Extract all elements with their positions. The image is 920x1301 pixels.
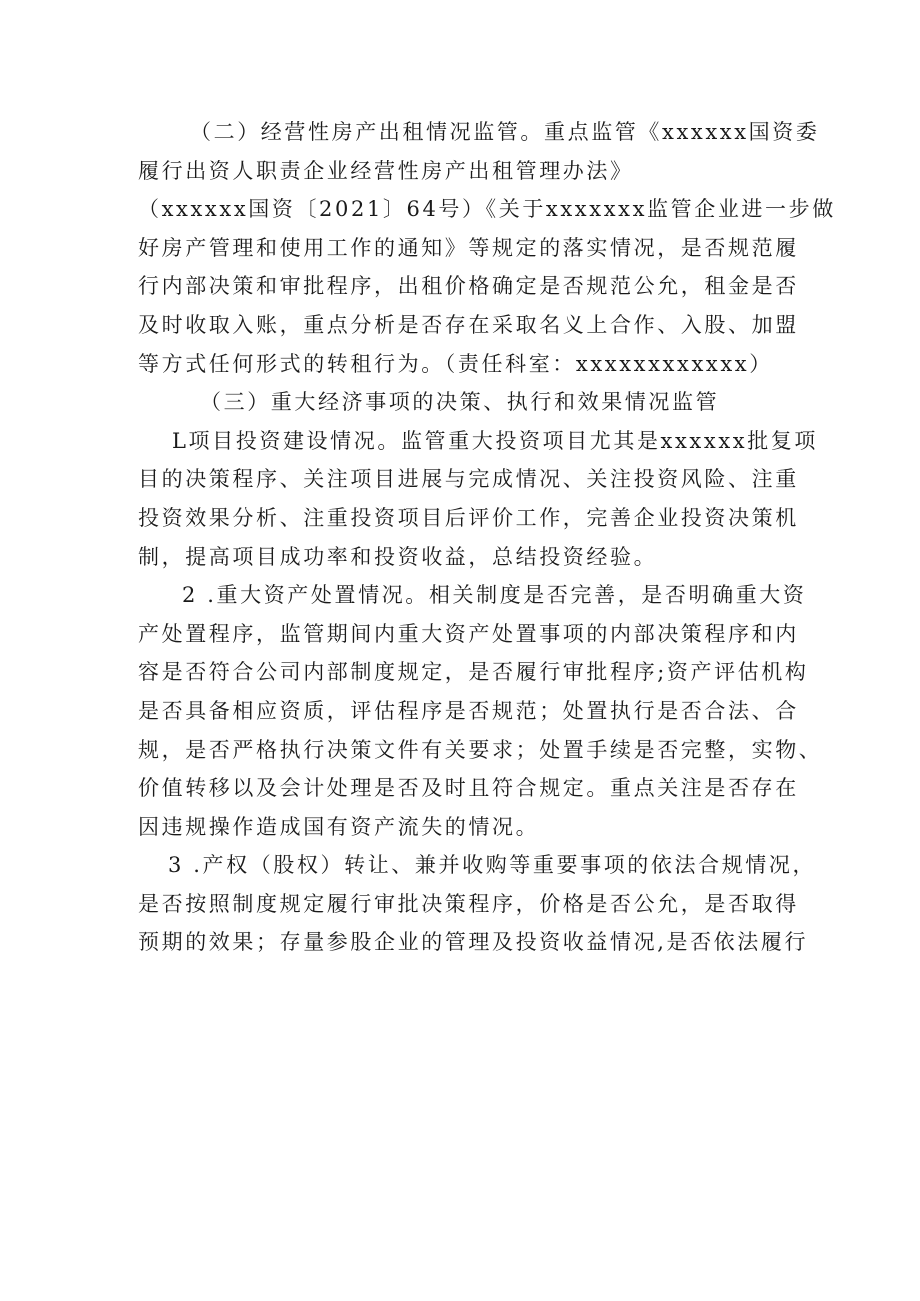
paragraph-line: 等方式任何形式的转租行为。（责任科室：xxxxxxxxxxxx） <box>138 351 773 376</box>
paragraph-line: 好房产管理和使用工作的通知》等规定的落实情况，是否规范履 <box>138 235 799 260</box>
paragraph-line: 制，提高项目成功率和投资收益，总结投资经验。 <box>138 544 658 569</box>
paragraph-line: 及时收取入账，重点分析是否存在采取名义上合作、入股、加盟 <box>138 312 799 337</box>
paragraph-line: 产处置程序，监管期间内重大资产处置事项的内部决策程序和内 <box>138 621 799 646</box>
paragraph-line: 容是否符合公司内部制度规定，是否履行审批程序;资产评估机构 <box>138 660 809 685</box>
paragraph-line: 因违规操作造成国有资产流失的情况。 <box>138 814 540 839</box>
paragraph-line: （二）经营性房产出租情况监管。重点监管《xxxxxx国资委 <box>190 120 820 144</box>
paragraph-line: 投资效果分析、注重投资项目后评价工作，完善企业投资决策机 <box>138 505 799 530</box>
item-1-paragraph <box>138 422 819 576</box>
paragraph-line: 3 .产权（股权）转让、兼并收购等重要事项的依法合规情况， <box>168 853 817 878</box>
paragraph-line: 预期的效果；存量参股企业的管理及投资收益情况,是否依法履行 <box>138 930 809 955</box>
paragraph-line: 价值转移以及会计处理是否及时且符合规定。重点关注是否存在 <box>138 776 799 801</box>
paragraph-line: 是否具备相应资质，评估程序是否规范；处置执行是否合法、合 <box>138 698 799 723</box>
paragraph-line: 履行出资人职责企业经营性房产出租管理办法》 <box>138 158 634 183</box>
paragraph-line: 目的决策程序、关注项目进展与完成情况、关注投资风险、注重 <box>138 467 799 492</box>
paragraph-line: L项目投资建设情况。监管重大投资项目尤其是xxxxxx批复项 <box>172 428 819 453</box>
item-2-paragraph <box>138 576 823 846</box>
paragraph-line: 行内部决策和审批程序，出租价格确定是否规范公允，租金是否 <box>138 274 799 299</box>
paragraph-line: 规，是否严格执行决策文件有关要求；处置手续是否完整，实物、 <box>138 737 823 762</box>
section-3-heading: （三）重大经济事项的决策、执行和效果情况监管 <box>200 390 720 415</box>
section-2-paragraph <box>138 113 836 383</box>
item-3-paragraph <box>138 846 817 962</box>
paragraph-line: 2 .重大资产处置情况。相关制度是否完善，是否明确重大资 <box>182 583 807 608</box>
paragraph-line: 是否按照制度规定履行审批决策程序，价格是否公允，是否取得 <box>138 891 799 916</box>
document-page <box>138 113 836 962</box>
paragraph-line: （xxxxxx国资〔2021〕64号）《关于xxxxxxx监管企业进一步做 <box>138 197 836 222</box>
